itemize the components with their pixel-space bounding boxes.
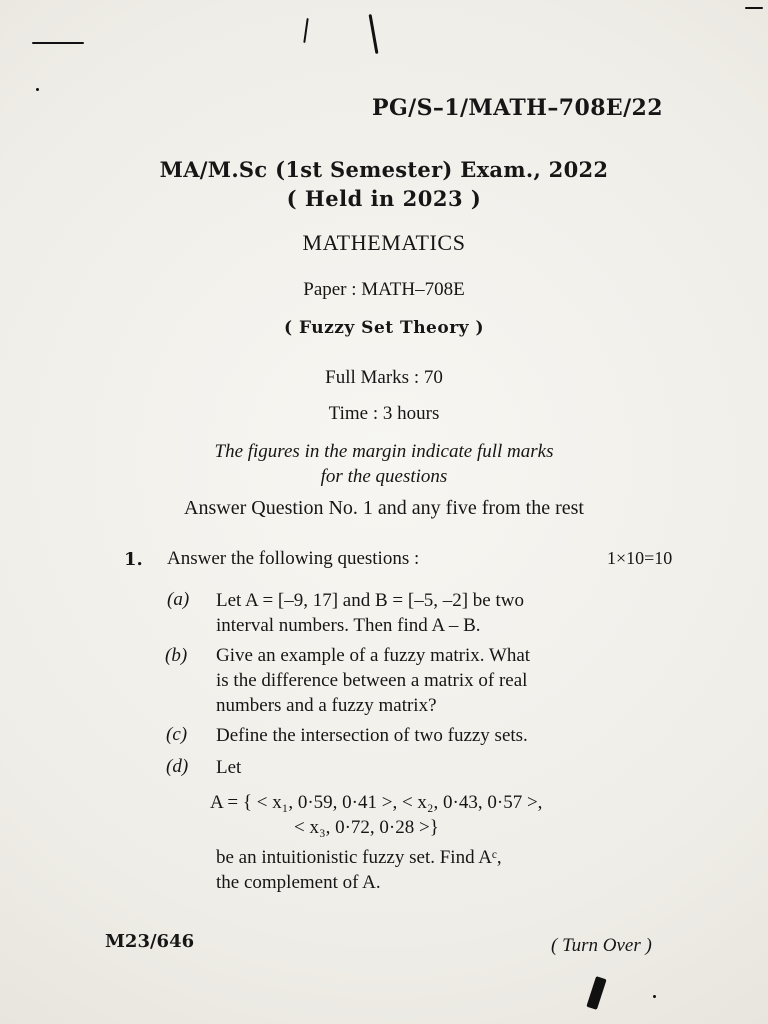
part-d-label: (d) [166, 756, 189, 777]
question-text: Answer the following questions : [167, 548, 420, 569]
part-b-line-1: Give an example of a fuzzy matrix. What [216, 645, 531, 666]
part-d-after-line-1: be an intuitionistic fuzzy set. Find Aᶜ, [216, 847, 502, 868]
part-b-line-2: is the difference between a matrix of real [216, 670, 528, 691]
formula-line-1: A = { < x₁, 0·59, 0·41 >, < x₂, 0·43, 0·57 >, [210, 792, 543, 813]
scan-dot-mark [36, 88, 39, 91]
exam-title: MA/M.Sc (1st Semester) Exam., 2022 [159, 157, 609, 182]
turn-over-note: ( Turn Over ) [551, 935, 652, 956]
part-b-text [216, 643, 661, 718]
paper-code: PG/S–1/MATH–708E/22 [372, 95, 663, 121]
part-b-label: (b) [165, 645, 188, 666]
scan-line-mark [745, 7, 763, 9]
part-d-after-line-2: the complement of A. [216, 872, 381, 893]
subject-title: MATHEMATICS [302, 230, 466, 255]
part-d-intro [216, 755, 661, 780]
part-b-line-3: numbers and a fuzzy matrix? [216, 695, 437, 716]
part-a-label: (a) [167, 589, 190, 610]
scan-mark [369, 14, 379, 54]
corner-scan-mark [586, 976, 606, 1010]
part-a-text [216, 588, 661, 638]
instruction-line-1: The figures in the margin indicate full marks [214, 441, 554, 462]
scan-line-mark [32, 42, 84, 44]
held-year: ( Held in 2023 ) [286, 186, 482, 211]
full-marks: Full Marks : 70 [325, 367, 443, 388]
part-a-line-2: interval numbers. Then find A – B. [216, 615, 481, 636]
part-d-line-1: Let [216, 757, 242, 778]
marks-instruction [0, 439, 768, 489]
paper-line: Paper : MATH–708E [303, 279, 465, 300]
set-a-formula [210, 790, 542, 840]
question-marks: 1×10=10 [607, 548, 673, 568]
part-c-label: (c) [166, 724, 188, 745]
paper-title: ( Fuzzy Set Theory ) [283, 318, 485, 338]
part-a-line-1: Let A = [–9, 17] and B = [–5, –2] be two [216, 590, 524, 611]
exam-time: Time : 3 hours [328, 403, 440, 424]
scan-mark [303, 18, 308, 43]
part-d-continuation [216, 845, 661, 895]
scan-dot-mark [653, 995, 656, 998]
footer-code: M23/646 [105, 931, 195, 952]
instruction-line-2: for the questions [320, 466, 448, 487]
question-number: 1. [124, 549, 143, 570]
formula-line-2: < x₃, 0·72, 0·28 >} [294, 817, 439, 838]
part-c-text [216, 723, 661, 748]
part-c-line-1: Define the intersection of two fuzzy sets. [216, 725, 528, 746]
answer-note: Answer Question No. 1 and any five from the rest [184, 497, 584, 519]
